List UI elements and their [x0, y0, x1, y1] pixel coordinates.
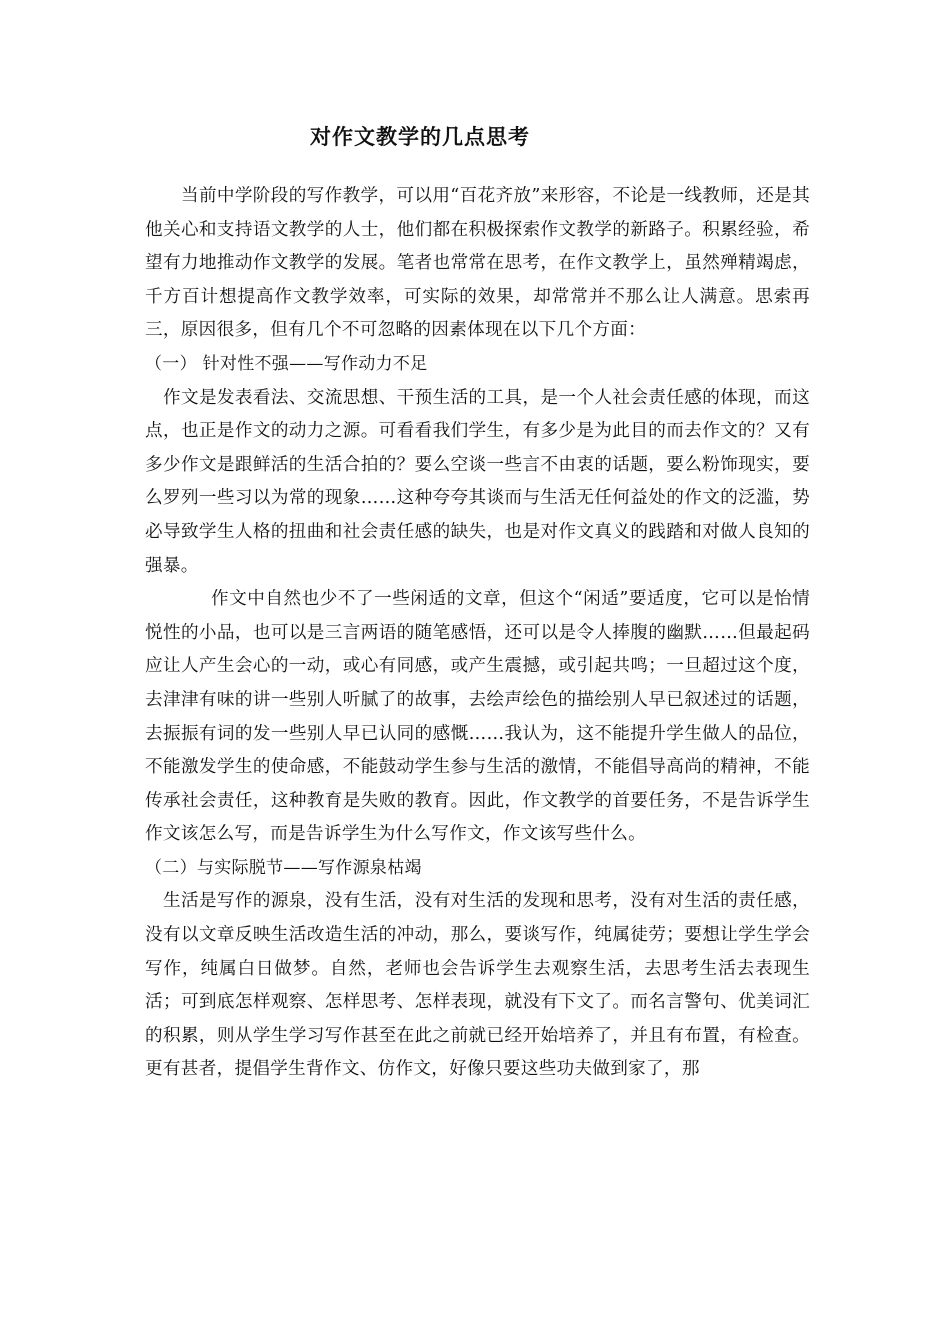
document-body [145, 180, 810, 1087]
section-1-paragraph-2: 作文中自然也少不了一些闲适的文章，但这个“闲适”要适度，它可以是怡情悦性的小品，也可以是三言两语的随笔感悟，还可以是令人捧腹的幽默……但最起码应让人产生会心的一动，或心有同感，或产生震撼，或引起共鸣；一旦超过这个度，去津津有味的讲一些别人听腻了的故事，去绘声绘色的描绘别人早已叙述过的话题，去振振有词的发一些别人早已认同的感慨……我认为，这不能提升学生做人的品位，不能激发学生的使命感，不能鼓动学生参与生活的激情，不能倡导高尚的精神，不能传承社会责任，这种教育是失败的教育。因此，作文教学的首要任务，不是告诉学生作文该怎么写，而是告诉学生为什么写作文，作文该写些什么。 [145, 589, 810, 845]
intro-paragraph: 当前中学阶段的写作教学，可以用“百花齐放”来形容，不论是一线教师，还是其他关心和支持语文教学的人士，他们都在积极探索作文教学的新路子。积累经验，希望有力地推动作文教学的发展。笔者也常常在思考，在作文教学上，虽然殚精竭虑，千方百计想提高作文教学效率，可实际的效果，却常常并不那么让人满意。思索再三，原因很多，但有几个不可忽略的因素体现在以下几个方面： [145, 186, 810, 341]
section-2-paragraph-1: 生活是写作的源泉，没有生活，没有对生活的发现和思考，没有对生活的责任感，没有以文章反映生活改造生活的冲动，那么，要谈写作，纯属徒劳；要想让学生学会写作，纯属白日做梦。自然，老师也会告诉学生去观察生活，去思考生活去表现生活；可到底怎样观察、怎样思考、怎样表现，就没有下文了。而名言警句、优美词汇的积累，则从学生学习写作甚至在此之前就已经开始培养了，并且有布置，有检查。更有甚者，提倡学生背作文、仿作文，好像只要这些功夫做到家了，那 [145, 891, 810, 1080]
document-title: 对作文教学的几点思考 [310, 124, 530, 149]
section-1-paragraph-1: 作文是发表看法、交流思想、干预生活的工具，是一个人社会责任感的体现，而这点，也正是作文的动力之源。可看看我们学生，有多少是为此目的而去作文的？又有多少作文是跟鲜活的生活合拍的？要么空谈一些言不由衷的话题，要么粉饰现实，要么罗列一些习以为常的现象……这种夸夸其谈而与生活无任何益处的作文的泛滥，势必导致学生人格的扭曲和社会责任感的缺失，也是对作文真义的践踏和对做人良知的强暴。 [145, 387, 810, 576]
section-heading-1: （一） 针对性不强——写作动力不足 [145, 353, 428, 374]
section-heading-2: （二）与实际脱节——写作源泉枯竭 [145, 857, 422, 878]
